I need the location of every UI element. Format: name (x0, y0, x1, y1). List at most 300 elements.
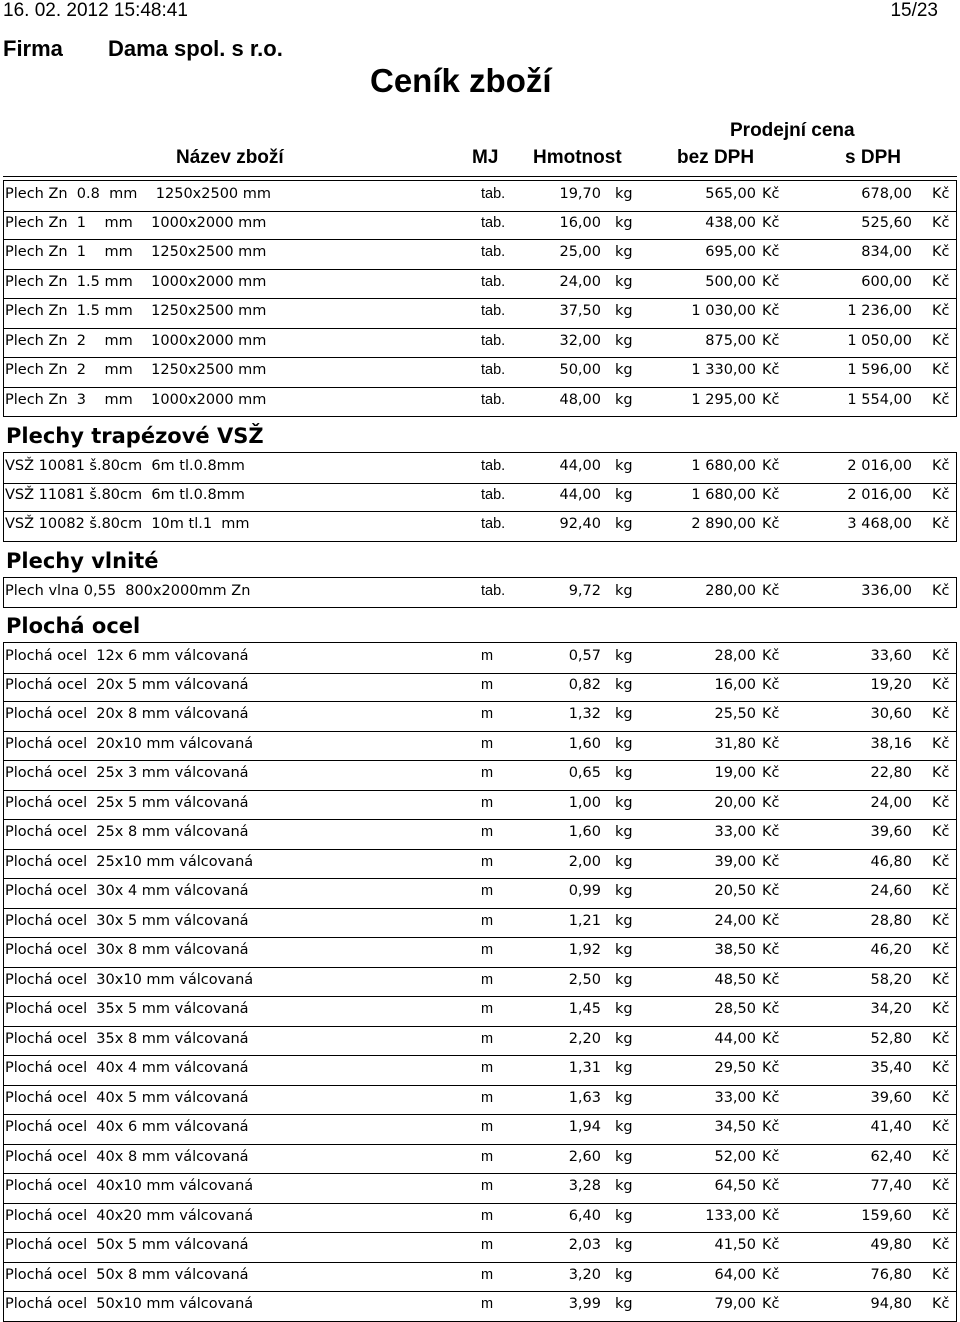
col-header-weight: Hmotnost (533, 147, 622, 168)
table-row (3, 180, 957, 212)
item-unit: tab. (481, 486, 506, 503)
price-excl-vat: 695,00 (705, 244, 756, 260)
item-name: Plech Zn 3 mm 1000x2000 mm (5, 391, 267, 408)
price-excl-vat: 39,00 (714, 853, 756, 870)
item-weight: 3,99 (568, 1296, 601, 1312)
item-unit: m (481, 794, 494, 811)
row-left-border (3, 1262, 4, 1292)
item-weight: 2,50 (568, 971, 601, 988)
row-right-border (956, 269, 957, 299)
currency-excl: Kč (762, 1207, 780, 1224)
currency-excl: Kč (762, 648, 780, 664)
price-incl-vat: 1 050,00 (847, 332, 912, 349)
item-unit: m (481, 971, 494, 988)
firm-line (3, 36, 283, 62)
item-weight: 1,63 (568, 1089, 601, 1106)
item-name: Plochá ocel 25x 3 mm válcovaná (5, 765, 249, 781)
table-row (3, 298, 957, 329)
currency-excl: Kč (762, 458, 780, 474)
item-unit: m (481, 1089, 494, 1106)
item-weight: 16,00 (559, 214, 601, 231)
table-row (3, 642, 957, 674)
currency-incl: Kč (932, 648, 950, 664)
currency-incl: Kč (932, 912, 950, 929)
price-excl-vat: 31,80 (714, 735, 756, 752)
row-left-border (3, 819, 4, 849)
currency-incl: Kč (932, 1148, 950, 1165)
row-right-border (956, 701, 957, 731)
price-excl-vat: 44,00 (714, 1030, 756, 1047)
table-row (3, 1085, 957, 1116)
price-incl-vat: 39,60 (870, 824, 912, 840)
row-left-border (3, 1144, 4, 1174)
item-name: Plochá ocel 40x 4 mm válcovaná (5, 1060, 249, 1076)
item-unit: m (481, 1148, 494, 1165)
table-row (3, 357, 957, 388)
price-incl-vat: 1 596,00 (847, 362, 912, 378)
item-unit: m (481, 1119, 494, 1135)
item-weight: 48,00 (559, 391, 601, 408)
row-left-border (3, 731, 4, 761)
row-right-border (956, 239, 957, 269)
currency-excl: Kč (762, 1119, 780, 1135)
row-left-border (3, 328, 4, 358)
item-name: Plochá ocel 25x10 mm válcovaná (5, 853, 254, 870)
item-name: Plochá ocel 50x10 mm válcovaná (5, 1296, 254, 1312)
item-weight: 1,21 (568, 912, 601, 929)
row-left-border (3, 643, 4, 673)
item-weight: 1,00 (568, 794, 601, 811)
price-incl-vat: 600,00 (861, 273, 912, 290)
col-header-unit: MJ (472, 147, 499, 168)
weight-unit: kg (615, 765, 633, 781)
currency-incl: Kč (932, 883, 950, 899)
item-weight: 0,82 (568, 676, 601, 693)
price-incl-vat: 33,60 (870, 648, 912, 664)
item-unit: tab. (481, 582, 506, 599)
row-right-border (956, 1144, 957, 1174)
item-name: VSŽ 10081 š.80cm 6m tl.0.8mm (5, 458, 245, 474)
currency-incl: Kč (932, 332, 950, 349)
page-title: Ceník zboží (370, 62, 552, 99)
currency-excl: Kč (762, 486, 780, 503)
row-left-border (3, 1055, 4, 1085)
item-weight: 1,94 (568, 1119, 601, 1135)
price-excl-vat: 875,00 (705, 332, 756, 349)
currency-incl: Kč (932, 765, 950, 781)
price-excl-vat: 20,50 (714, 883, 756, 899)
price-excl-vat: 25,50 (714, 706, 756, 722)
row-left-border (3, 790, 4, 820)
row-right-border (956, 1232, 957, 1262)
row-left-border (3, 453, 4, 483)
weight-unit: kg (615, 486, 633, 503)
row-right-border (956, 819, 957, 849)
weight-unit: kg (615, 214, 633, 231)
print-datetime: 16. 02. 2012 15:48:41 (3, 0, 188, 21)
item-weight: 2,60 (568, 1148, 601, 1165)
item-unit: tab. (481, 391, 506, 408)
currency-excl: Kč (762, 273, 780, 290)
item-unit: m (481, 1178, 494, 1194)
currency-incl: Kč (932, 582, 950, 599)
weight-unit: kg (615, 186, 633, 202)
row-right-border (956, 1026, 957, 1056)
row-left-border (3, 1173, 4, 1203)
row-right-border (956, 967, 957, 997)
currency-incl: Kč (932, 1030, 950, 1047)
currency-excl: Kč (762, 883, 780, 899)
item-weight: 9,72 (568, 582, 601, 599)
item-name: Plochá ocel 40x10 mm válcovaná (5, 1178, 254, 1194)
item-weight: 3,20 (568, 1266, 601, 1283)
price-incl-vat: 30,60 (870, 706, 912, 722)
price-excl-vat: 33,00 (714, 824, 756, 840)
firm-name: Dama spol. s r.o. (108, 36, 283, 61)
weight-unit: kg (615, 244, 633, 260)
item-name: Plochá ocel 25x 5 mm válcovaná (5, 794, 249, 811)
weight-unit: kg (615, 391, 633, 408)
item-unit: m (481, 1266, 494, 1283)
row-left-border (3, 1232, 4, 1262)
row-right-border (956, 731, 957, 761)
weight-unit: kg (615, 824, 633, 840)
row-left-border (3, 181, 4, 211)
item-weight: 1,32 (568, 706, 601, 722)
currency-incl: Kč (932, 824, 950, 840)
table-row (3, 210, 957, 241)
price-excl-vat: 1 330,00 (691, 362, 756, 378)
item-name: Plochá ocel 40x 5 mm válcovaná (5, 1089, 249, 1106)
price-excl-vat: 1 295,00 (691, 391, 756, 408)
price-incl-vat: 76,80 (870, 1266, 912, 1283)
weight-unit: kg (615, 676, 633, 693)
item-name: Plech Zn 1 mm 1250x2500 mm (5, 244, 267, 260)
currency-excl: Kč (762, 1089, 780, 1106)
weight-unit: kg (615, 582, 633, 599)
row-left-border (3, 967, 4, 997)
row-left-border (3, 1203, 4, 1233)
row-right-border (956, 878, 957, 908)
section-heading: Plechy trapézové VSŽ (6, 424, 264, 448)
item-name: Plech Zn 1.5 mm 1250x2500 mm (5, 303, 267, 319)
col-header-price-excl: bez DPH (677, 147, 755, 168)
currency-incl: Kč (932, 942, 950, 958)
price-incl-vat: 41,40 (870, 1119, 912, 1135)
table-row (3, 452, 957, 484)
price-excl-vat: 1 680,00 (691, 458, 756, 474)
currency-excl: Kč (762, 332, 780, 349)
price-excl-vat: 565,00 (705, 186, 756, 202)
item-name: Plochá ocel 35x 8 mm válcovaná (5, 1030, 249, 1047)
weight-unit: kg (615, 1089, 633, 1106)
price-incl-vat: 94,80 (870, 1296, 912, 1312)
price-incl-vat: 77,40 (870, 1178, 912, 1194)
row-right-border (956, 1114, 957, 1144)
weight-unit: kg (615, 1207, 633, 1224)
row-right-border (956, 1173, 957, 1203)
table-row (3, 1262, 957, 1293)
price-incl-vat: 3 468,00 (847, 516, 912, 532)
weight-unit: kg (615, 362, 633, 378)
item-weight: 19,70 (559, 186, 601, 202)
item-weight: 1,60 (568, 824, 601, 840)
item-name: Plech Zn 1.5 mm 1000x2000 mm (5, 273, 267, 290)
header-rule (3, 176, 957, 177)
section-heading: Plechy vlnité (6, 548, 159, 573)
item-weight: 6,40 (568, 1207, 601, 1224)
row-right-border (956, 1262, 957, 1292)
price-excl-vat: 48,50 (714, 971, 756, 988)
item-name: Plech Zn 1 mm 1000x2000 mm (5, 214, 267, 231)
table-row (3, 760, 957, 791)
item-unit: tab. (481, 214, 506, 231)
row-right-border (956, 908, 957, 938)
col-header-price-group: Prodejní cena (730, 120, 855, 141)
item-unit: m (481, 706, 494, 722)
weight-unit: kg (615, 706, 633, 722)
item-unit: m (481, 942, 494, 958)
row-left-border (3, 387, 4, 417)
currency-excl: Kč (762, 765, 780, 781)
weight-unit: kg (615, 1001, 633, 1017)
weight-unit: kg (615, 1178, 633, 1194)
row-left-border (3, 482, 4, 512)
row-right-border (956, 1203, 957, 1233)
price-excl-vat: 133,00 (705, 1207, 756, 1224)
weight-unit: kg (615, 794, 633, 811)
report-top-line (0, 0, 960, 22)
weight-unit: kg (615, 273, 633, 290)
item-name: Plech Zn 0.8 mm 1250x2500 mm (5, 186, 272, 202)
row-right-border (956, 181, 957, 211)
price-incl-vat: 2 016,00 (847, 486, 912, 503)
price-excl-vat: 64,00 (714, 1266, 756, 1283)
price-incl-vat: 46,80 (870, 853, 912, 870)
weight-unit: kg (615, 516, 633, 532)
currency-incl: Kč (932, 1296, 950, 1312)
row-left-border (3, 878, 4, 908)
item-weight: 2,20 (568, 1030, 601, 1047)
item-unit: m (481, 1030, 494, 1047)
price-incl-vat: 336,00 (861, 582, 912, 599)
currency-incl: Kč (932, 1060, 950, 1076)
table-row (3, 701, 957, 732)
item-name: Plochá ocel 30x 8 mm válcovaná (5, 942, 249, 958)
row-right-border (956, 672, 957, 702)
item-unit: tab. (481, 516, 506, 532)
item-name: Plochá ocel 20x10 mm válcovaná (5, 735, 254, 752)
currency-excl: Kč (762, 735, 780, 752)
row-left-border (3, 357, 4, 387)
row-left-border (3, 298, 4, 328)
currency-excl: Kč (762, 362, 780, 378)
item-weight: 1,31 (568, 1060, 601, 1076)
row-left-border (3, 210, 4, 240)
firm-label: Firma (3, 36, 63, 61)
weight-unit: kg (615, 332, 633, 349)
currency-incl: Kč (932, 1266, 950, 1283)
table-row (3, 1173, 957, 1204)
row-left-border (3, 849, 4, 879)
row-left-border (3, 937, 4, 967)
currency-incl: Kč (932, 214, 950, 231)
table-row (3, 1232, 957, 1263)
price-incl-vat: 678,00 (861, 186, 912, 202)
table-row (3, 908, 957, 939)
row-left-border (3, 672, 4, 702)
price-excl-vat: 52,00 (714, 1148, 756, 1165)
item-unit: tab. (481, 186, 506, 202)
weight-unit: kg (615, 1266, 633, 1283)
table-row (3, 849, 957, 880)
currency-excl: Kč (762, 516, 780, 532)
row-left-border (3, 908, 4, 938)
currency-incl: Kč (932, 273, 950, 290)
item-name: Plech Zn 2 mm 1250x2500 mm (5, 362, 267, 378)
item-weight: 32,00 (559, 332, 601, 349)
price-incl-vat: 35,40 (870, 1060, 912, 1076)
item-weight: 92,40 (559, 516, 601, 532)
weight-unit: kg (615, 912, 633, 929)
table-row (3, 1026, 957, 1057)
item-unit: m (481, 1207, 494, 1224)
price-incl-vat: 24,60 (870, 883, 912, 899)
row-left-border (3, 239, 4, 269)
item-unit: m (481, 765, 494, 781)
row-left-border (3, 269, 4, 299)
table-row (3, 1291, 957, 1322)
currency-excl: Kč (762, 244, 780, 260)
currency-excl: Kč (762, 214, 780, 231)
item-unit: m (481, 824, 494, 840)
price-incl-vat: 834,00 (861, 244, 912, 260)
item-unit: tab. (481, 362, 506, 378)
currency-excl: Kč (762, 942, 780, 958)
item-unit: m (481, 648, 494, 664)
row-right-border (956, 387, 957, 417)
currency-incl: Kč (932, 1207, 950, 1224)
table-row (3, 672, 957, 703)
col-header-price-incl: s DPH (845, 147, 901, 168)
item-weight: 37,50 (559, 303, 601, 319)
table-row (3, 819, 957, 850)
price-incl-vat: 19,20 (870, 676, 912, 693)
price-excl-vat: 33,00 (714, 1089, 756, 1106)
item-weight: 50,00 (559, 362, 601, 378)
price-excl-vat: 79,00 (714, 1296, 756, 1312)
item-name: Plochá ocel 30x10 mm válcovaná (5, 971, 254, 988)
row-right-border (956, 482, 957, 512)
currency-excl: Kč (762, 971, 780, 988)
item-unit: m (481, 735, 494, 752)
weight-unit: kg (615, 735, 633, 752)
row-right-border (956, 210, 957, 240)
currency-incl: Kč (932, 186, 950, 202)
currency-excl: Kč (762, 794, 780, 811)
table-row (3, 511, 957, 542)
price-incl-vat: 24,00 (870, 794, 912, 811)
item-name: Plochá ocel 40x20 mm válcovaná (5, 1207, 254, 1224)
currency-incl: Kč (932, 853, 950, 870)
table-row (3, 996, 957, 1027)
table-row (3, 482, 957, 513)
weight-unit: kg (615, 971, 633, 988)
item-name: Plochá ocel 40x 8 mm válcovaná (5, 1148, 249, 1165)
item-weight: 25,00 (559, 244, 601, 260)
currency-excl: Kč (762, 1060, 780, 1076)
price-incl-vat: 2 016,00 (847, 458, 912, 474)
item-name: Plochá ocel 30x 5 mm válcovaná (5, 912, 249, 929)
row-right-border (956, 849, 957, 879)
weight-unit: kg (615, 883, 633, 899)
table-row (3, 967, 957, 998)
price-incl-vat: 34,20 (870, 1001, 912, 1017)
item-name: Plochá ocel 20x 8 mm válcovaná (5, 706, 249, 722)
table-row (3, 937, 957, 968)
currency-excl: Kč (762, 824, 780, 840)
currency-incl: Kč (932, 706, 950, 722)
table-row (3, 239, 957, 270)
currency-excl: Kč (762, 1001, 780, 1017)
currency-excl: Kč (762, 303, 780, 319)
item-name: Plochá ocel 20x 5 mm válcovaná (5, 676, 249, 693)
row-right-border (956, 357, 957, 387)
page-number: 15/23 (890, 0, 938, 21)
currency-excl: Kč (762, 1237, 780, 1253)
item-name: VSŽ 10082 š.80cm 10m tl.1 mm (5, 516, 250, 532)
item-unit: m (481, 883, 494, 899)
price-incl-vat: 46,20 (870, 942, 912, 958)
currency-incl: Kč (932, 1237, 950, 1253)
row-right-border (956, 1085, 957, 1115)
item-name: Plochá ocel 40x 6 mm válcovaná (5, 1119, 249, 1135)
item-weight: 1,60 (568, 735, 601, 752)
item-weight: 1,92 (568, 942, 601, 958)
row-right-border (956, 996, 957, 1026)
currency-incl: Kč (932, 516, 950, 532)
price-excl-vat: 438,00 (705, 214, 756, 231)
currency-excl: Kč (762, 912, 780, 929)
item-weight: 2,03 (568, 1237, 601, 1253)
item-name: Plochá ocel 25x 8 mm válcovaná (5, 824, 249, 840)
currency-excl: Kč (762, 1030, 780, 1047)
item-unit: m (481, 1296, 494, 1312)
row-right-border (956, 790, 957, 820)
item-unit: tab. (481, 458, 506, 474)
table-row (3, 387, 957, 418)
table-row (3, 328, 957, 359)
currency-excl: Kč (762, 582, 780, 599)
item-name: Plochá ocel 35x 5 mm válcovaná (5, 1001, 249, 1017)
currency-incl: Kč (932, 458, 950, 474)
currency-incl: Kč (932, 971, 950, 988)
price-incl-vat: 28,80 (870, 912, 912, 929)
item-weight: 44,00 (559, 458, 601, 474)
price-incl-vat: 525,60 (861, 214, 912, 231)
item-unit: tab. (481, 273, 506, 290)
price-excl-vat: 28,50 (714, 1001, 756, 1017)
currency-incl: Kč (932, 486, 950, 503)
row-right-border (956, 511, 957, 541)
currency-incl: Kč (932, 1089, 950, 1106)
row-right-border (956, 453, 957, 483)
currency-excl: Kč (762, 1148, 780, 1165)
item-name: Plech Zn 2 mm 1000x2000 mm (5, 332, 267, 349)
table-row (3, 1055, 957, 1086)
item-unit: m (481, 676, 494, 693)
table-row (3, 1144, 957, 1175)
